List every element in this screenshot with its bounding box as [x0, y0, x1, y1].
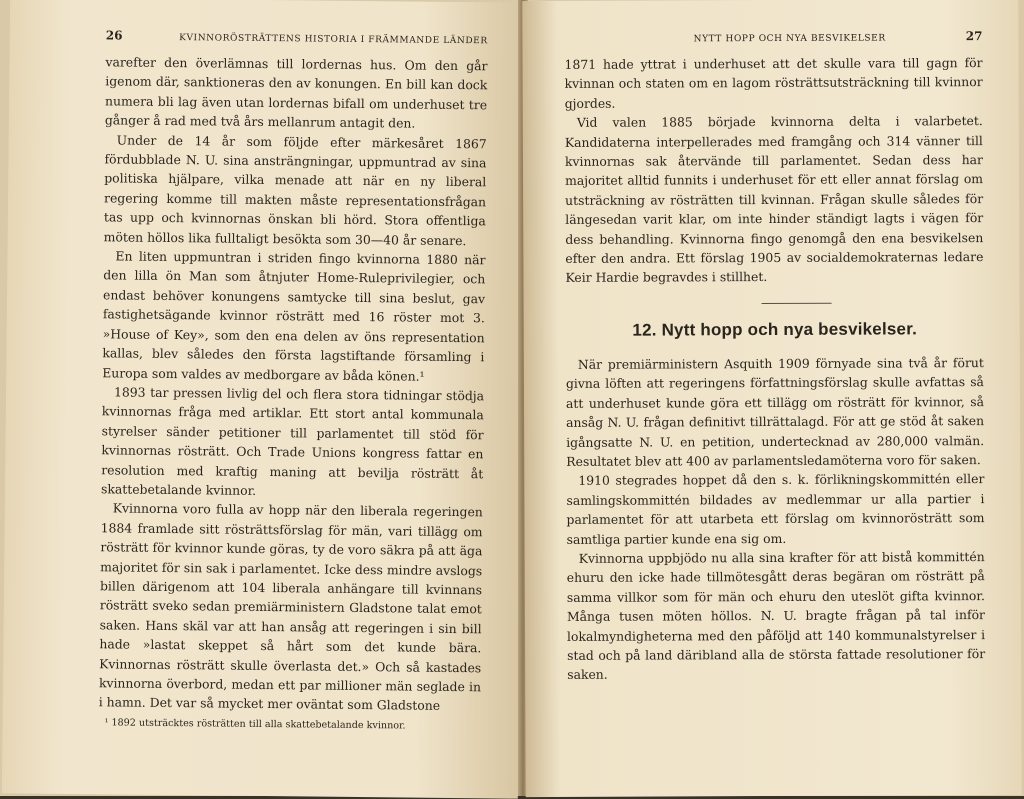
- paragraph: 1871 hade yttrat i underhuset att det skulle vara till gagn för kvinnan och staten om en lagom rösträttsutsträckning till kvinnor gjordes.: [564, 55, 983, 111]
- right-page: [522, 0, 1021, 797]
- left-page-number: 26: [105, 28, 123, 43]
- left-page-body: [99, 52, 488, 716]
- right-running-head: NYTT HOPP OCH NYA BESVIKELSER: [693, 33, 886, 45]
- paragraph: När premiärministern Asquith 1909 förnyade sina två år förut givna löften att regeringens författningsförslag skulle avfattas så att underhuset kunde göra ett tillägg om rösträtt för kvinnor, så ansåg N. U. frågan definitivt tillrättalagd. För att ge stöd åt saken igångsatte N. U. en petition, undertecknad av 280,000 valmän. Resultatet blev att 400 av parlamentsledamöterna voro för saken.: [565, 354, 985, 469]
- right-page-body-section: [566, 353, 985, 685]
- left-page-header: [106, 28, 488, 46]
- paragraph: 1893 tar pressen livlig del och flera stora tidningar stödja kvinnornas fråga med artiklar. Ett stort antal kommunala styrelser sänder petitioner till parlamentet till stöd för kvinnornas rösträtt. Och Trade Unions kongress fattar en resolution med kraftig maning att bevilja rösträtt åt skattebetalande kvinnor.: [100, 384, 485, 498]
- paragraph: varefter den överlämnas till lordernas hus. Om den går igenom där, sanktioneras den av konungen. En bill kan dock numera bli lag även utan lordernas bifall om underhuset tre gånger å rad med två års mellanrum antagit den.: [104, 54, 488, 131]
- right-page-number: 27: [965, 29, 983, 44]
- paragraph: Under de 14 år som följde efter märkesåret 1867 fördubblade N. U. sina ansträngningar, uppmuntrad av sina politiska hjälpare, vilka menade att när en ny liberal regering komme till makten måste representationsfrågan tas upp och kvinnornas önskan bli hörd. Stora offentliga möten höllos lika fulltaligt besökta som 30—40 år senare.: [103, 132, 487, 248]
- section-divider: [762, 303, 832, 304]
- left-running-head: KVINNORÖSTRÄTTENS HISTORIA I FRÄMMANDE LÄNDER: [179, 33, 488, 47]
- paragraph: 1910 stegrades hoppet då den s. k. förlikningskommittén eller samlingskommittén bildades av medlemmar ur alla partier i parlamentet för att utarbeta ett förslag om kvinnorösträtt som samtliga partier kunde ena sig om.: [566, 471, 985, 547]
- paragraph: Kvinnorna voro fulla av hopp när den liberala regeringen 1884 framlade sitt rösträttsförslag för män, vari tillägg om rösträtt för kvinnor kunde göras, ty de voro säkra på att äga majoritet för sin sak i parlamentet. Icke dess mindre avslogs billen därigenom att 104 liberala anhängare till kvinnans rösträtt sveko sedan premiärministern Gladstone talat emot saken. Hans skäl var att han ansåg att regeringen i sin bill hade »lastat skeppet så hårt som det kunde bära. Kvinnornas rösträtt skulle överlasta det.» Och så kastades kvinnorna överbord, medan ett par millioner män seglade in i hamn. Det var så mycket mer oväntat som Gladstone: [98, 500, 483, 714]
- right-page-header: [564, 29, 982, 45]
- footnote: ¹ 1892 utsträcktes rösträtten till alla skattebetalande kvinnor.: [104, 717, 406, 732]
- paragraph: Vid valen 1885 började kvinnorna delta i valarbetet. Kandidaterna interpellerades med framgång och 314 vänner till kvinnornas sak återvände till parlamentet. Sedan dess har majoritet alltid funnits i underhuset för ett eller annat förslag om utsträckning av rösträtten till kvinnan. Frågan skulle således för längesedan varit klar, om inte hinder ständigt lagts i vägen för dess behandling. Kvinnorna fingo genomgå den ena besvikelsen efter den andra. Ett förslag 1905 av socialdemokraternas ledare Keir Hardie begravdes i stillhet.: [564, 113, 984, 286]
- section-heading: 12. Nytt hopp och nya besvikelser.: [632, 319, 918, 340]
- paragraph: En liten uppmuntran i striden fingo kvinnorna 1880 när den lilla ön Man som åtnjuter Home-Ruleprivilegier, och endast behöver konungens samtycke till sina beslut, gav fastighetsägande kvinnor rösträtt med 16 röster mot 3. »House of Key», som den ena delen av öns representation kallas, blev således den första lagstiftande församling i Europa som valdes av medborgare av båda könen.¹: [102, 248, 486, 384]
- paragraph: Kvinnorna uppbjödo nu alla sina krafter för att bistå kommittén ehuru den icke hade tillmötesgått deras begäran om rösträtt på samma villkor som för män och ehuru den uteslöt gifta kvinnor. Många tusen möten höllos. N. U. bragte frågan på tal inför lokalmyndigheterna med den påföljd att 140 kommunalstyrelser i stad och på land däribland alla de största fattade resolutioner för saken.: [566, 549, 986, 683]
- right-page-body: [565, 53, 984, 288]
- left-page: [2, 0, 526, 799]
